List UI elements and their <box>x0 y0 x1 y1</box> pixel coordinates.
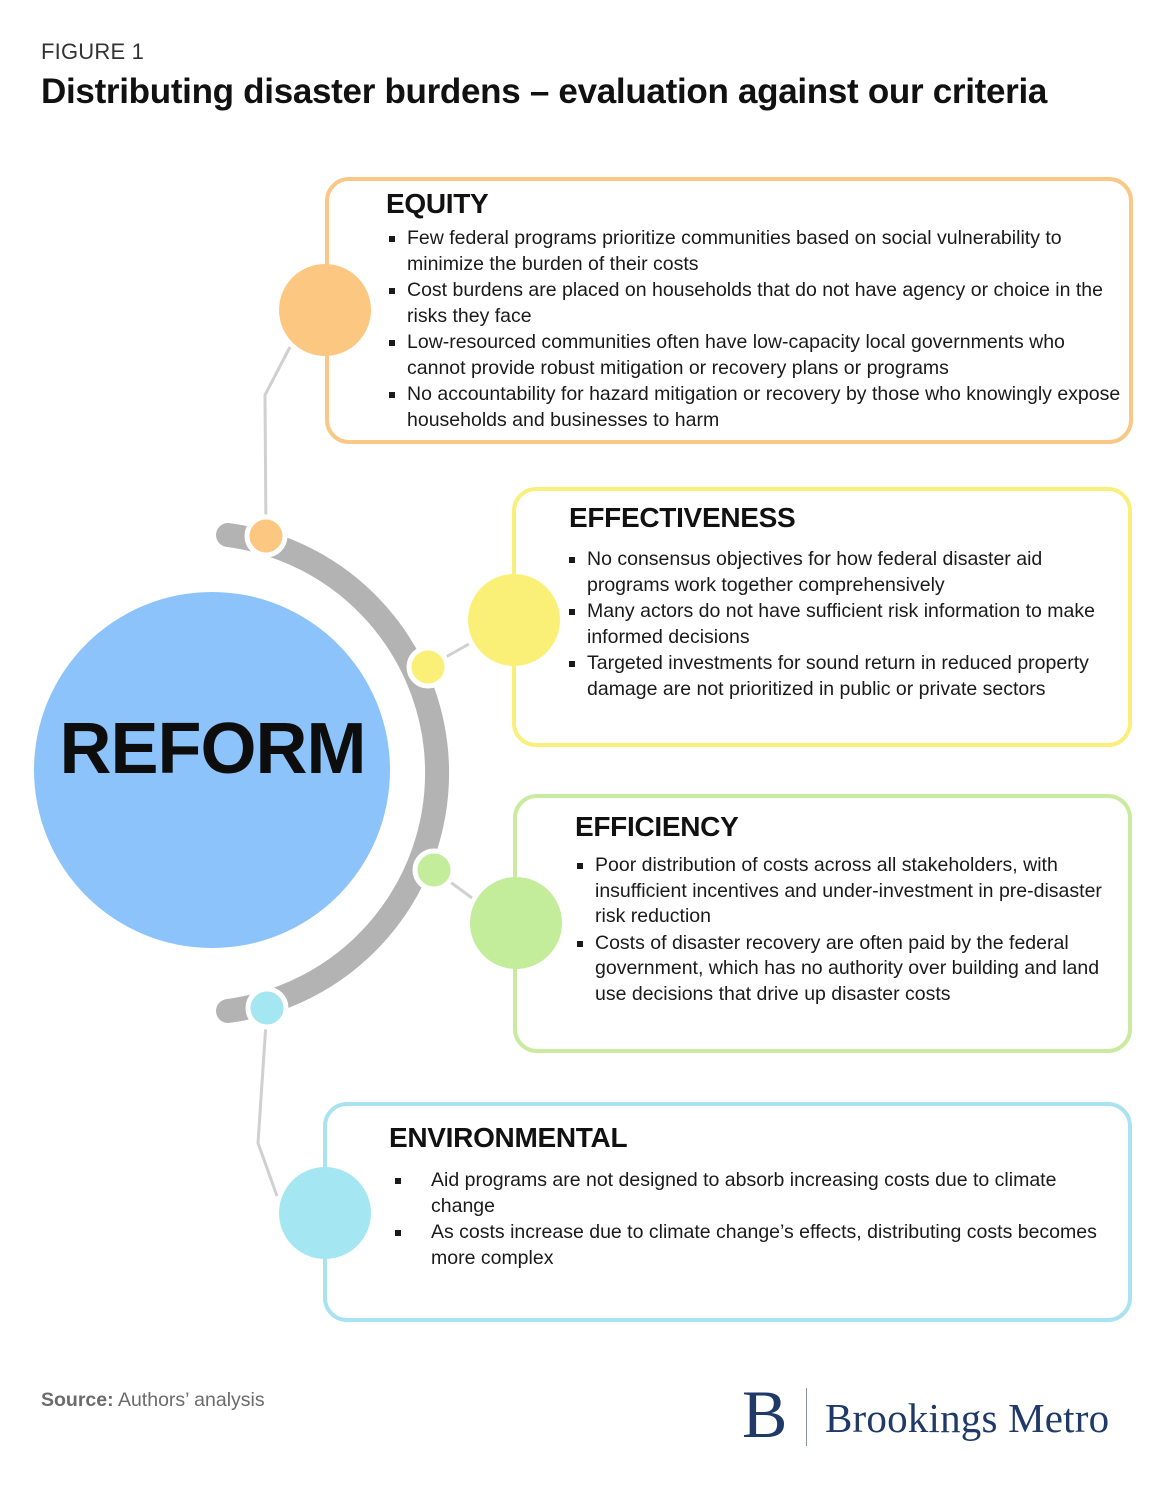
brookings-logo-mark: B <box>742 1376 788 1452</box>
list-item: No consensus objectives for how federal disaster aid programs work together comprehensively <box>566 547 1122 598</box>
list-item: Aid programs are not designed to absorb increasing costs due to climate change <box>388 1168 1113 1219</box>
efficiency-arc-dot <box>415 851 453 889</box>
environmental-arc-dot <box>248 989 286 1027</box>
list-item: No accountability for hazard mitigation or recovery by those who knowingly expose households and businesses to harm <box>386 382 1124 433</box>
list-item: Targeted investments for sound return in reduced property damage are not prioritized in public or private sectors <box>566 651 1122 702</box>
source-text: Authors’ analysis <box>117 1389 265 1411</box>
effectiveness-arc-dot <box>409 648 447 686</box>
effectiveness-node <box>468 574 560 666</box>
efficiency-node <box>470 877 562 969</box>
connector-equity <box>265 347 290 536</box>
reform-label: REFORM <box>59 709 366 789</box>
list-item: Low-resourced communities often have low-capacity local governments who cannot provide robust mitigation or recovery plans or programs <box>386 330 1124 381</box>
brookings-logo-text: Brookings Metro <box>825 1395 1110 1441</box>
efficiency-bullets <box>574 853 1124 1008</box>
card-title-efficiency: EFFICIENCY <box>575 811 739 842</box>
equity-arc-dot <box>247 517 285 555</box>
list-item: Cost burdens are placed on households that do not have agency or choice in the risks they face <box>386 278 1124 329</box>
figure-label: FIGURE 1 <box>41 39 145 64</box>
equity-node <box>279 264 371 356</box>
list-item: Poor distribution of costs across all stakeholders, with insufficient incentives and under-investment in pre-disaster risk reduction <box>574 853 1124 930</box>
logo-divider <box>806 1388 807 1446</box>
card-title-equity: EQUITY <box>386 188 489 219</box>
list-item: As costs increase due to climate change’s effects, distributing costs becomes more complex <box>388 1220 1113 1271</box>
environmental-node <box>279 1167 371 1259</box>
equity-bullets <box>386 226 1124 434</box>
effectiveness-bullets <box>566 547 1122 703</box>
card-title-effectiveness: EFFECTIVENESS <box>569 502 796 533</box>
connector-environmental <box>258 1008 277 1196</box>
list-item: Many actors do not have sufficient risk information to make informed decisions <box>566 599 1122 650</box>
source-label: Source: <box>41 1389 114 1411</box>
figure-title: Distributing disaster burdens – evaluation against our criteria <box>41 72 1048 111</box>
card-title-environmental: ENVIRONMENTAL <box>389 1122 628 1153</box>
list-item: Few federal programs prioritize communities based on social vulnerability to minimize the burden of their costs <box>386 226 1124 277</box>
list-item: Costs of disaster recovery are often paid by the federal government, which has no authority over building and land use decisions that drive up disaster costs <box>574 931 1124 1008</box>
source-note <box>41 1389 265 1412</box>
environmental-bullets <box>388 1168 1113 1272</box>
